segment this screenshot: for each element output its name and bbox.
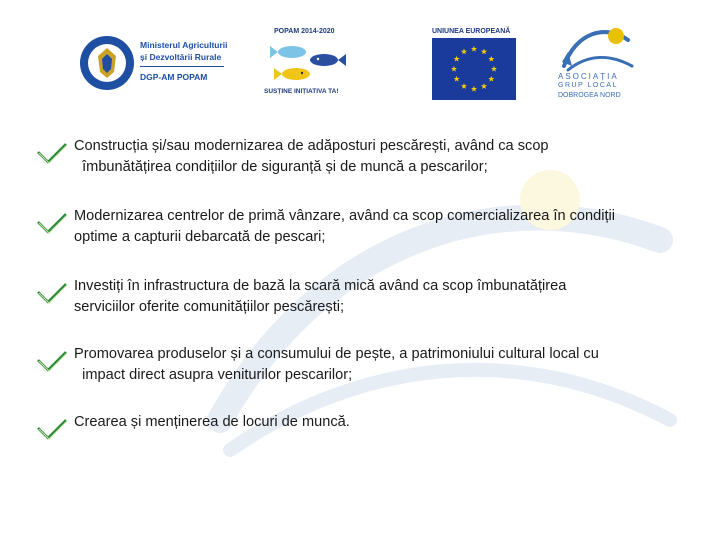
checkmark-icon: [36, 282, 68, 304]
bullet-text: Construcția și/sau modernizarea de adăposturi pescărești, având ca scop îmbunătățirea condițiilor de siguranță și de muncă a pescarilor;: [74, 138, 549, 175]
ministry-divider: [140, 66, 224, 67]
bullet-text: Modernizarea centrelor de primă vânzare, având ca scop comercializarea în condiții optime a capturii debarcată de pescari;: [74, 208, 616, 245]
galp-line1: ASOCIAȚIA: [558, 72, 619, 81]
header-logos: [0, 0, 720, 110]
bullet-text: Crearea și menținerea de locuri de muncă.: [74, 414, 350, 430]
eu-label: UNIUNEA EUROPEANĂ: [432, 28, 511, 35]
ministry-line2: și Dezvoltării Rurale: [140, 52, 222, 62]
checkmark-icon: [36, 350, 68, 372]
checkmark-icon: [36, 418, 68, 440]
popam-bottom-label: SUSȚINE INIȚIATIVA TA!: [264, 88, 339, 95]
ministry-logo: [78, 34, 238, 94]
bullet-text: Promovarea produselor și a consumului de pește, a patrimoniului cultural local cu impact direct asupra veniturilor pescarilor;: [74, 346, 599, 383]
government-seal-icon: [78, 34, 136, 92]
bullet-text: Investiți în infrastructura de bază la scară mică având ca scop îmbunatățirea serviciilor oferite comunitățiilor pescărești;: [74, 278, 567, 315]
eu-flag-icon: [432, 38, 516, 100]
popam-top-label: POPAM 2014-2020: [274, 28, 335, 35]
galp-line2: GRUP LOCAL: [558, 82, 618, 89]
galp-logo: [548, 22, 658, 104]
ministry-line1: Ministerul Agriculturii: [140, 40, 228, 50]
checkmark-icon: [36, 142, 68, 164]
eu-logo: [430, 28, 520, 100]
fish-group-icon: [262, 40, 352, 86]
popam-logo: [262, 26, 352, 98]
galp-fish-icon: [558, 22, 638, 74]
ministry-line3: DGP-AM POPAM: [140, 72, 208, 82]
galp-line3: DOBROGEA NORD: [558, 92, 621, 99]
checkmark-icon: [36, 212, 68, 234]
